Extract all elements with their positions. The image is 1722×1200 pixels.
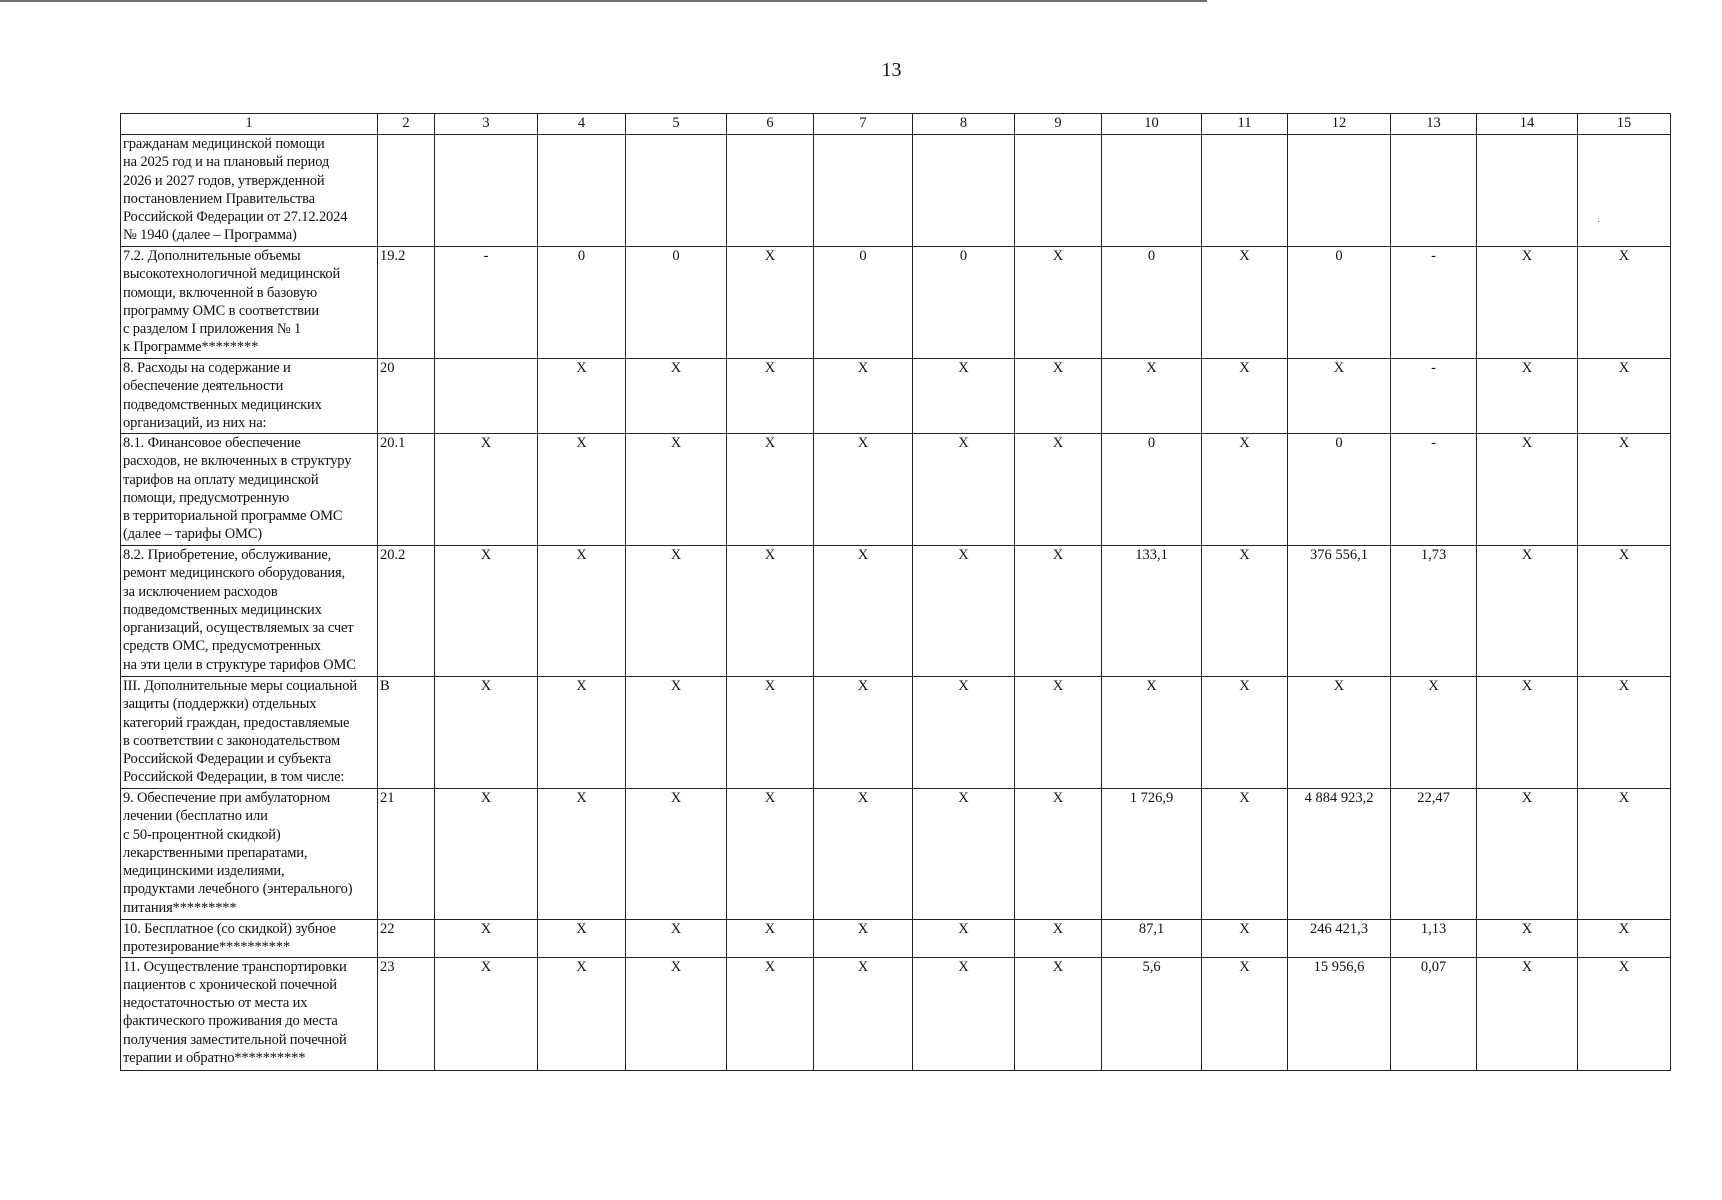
- row-code-cell: В: [378, 677, 435, 789]
- table-body: [121, 135, 1671, 1071]
- table-cell: 0: [1102, 247, 1202, 359]
- table-row: [121, 920, 1671, 958]
- table-cell: X: [435, 546, 538, 677]
- row-label: 11. Осуществление транспортировки пациентов с хронической почечной недостаточностью от места их фактического проживания до места получения заместительной почечной терапии и обратно**********: [121, 957, 378, 1070]
- column-header: 10: [1102, 114, 1202, 135]
- table-cell: [626, 135, 727, 247]
- table-cell: 0: [1102, 434, 1202, 546]
- table-cell: X: [1477, 247, 1578, 359]
- table-cell: X: [1288, 677, 1391, 789]
- table-cell: X: [1477, 359, 1578, 434]
- table-cell: X: [1578, 546, 1671, 677]
- table-cell: X: [1015, 546, 1102, 677]
- table-cell: X: [626, 957, 727, 1070]
- table-cell: X: [1578, 247, 1671, 359]
- table-cell: [1288, 135, 1391, 247]
- table-cell: X: [435, 434, 538, 546]
- table-cell: X: [727, 359, 814, 434]
- table-cell: X: [1202, 920, 1288, 958]
- table-cell: X: [1202, 677, 1288, 789]
- table-cell: X: [1578, 677, 1671, 789]
- table-cell: X: [1288, 359, 1391, 434]
- column-header: 13: [1391, 114, 1477, 135]
- table-row: [121, 135, 1671, 247]
- row-label: 9. Обеспечение при амбулаторном лечении (бесплатно или с 50-процентной скидкой) лекарственными препаратами, медицинскими изделиями, продуктами лечебного (энтерального) питания*********: [121, 789, 378, 920]
- table-cell: X: [626, 677, 727, 789]
- column-header: 6: [727, 114, 814, 135]
- row-code-cell: 20.1: [378, 434, 435, 546]
- table-cell: X: [1477, 920, 1578, 958]
- table-cell: 0: [538, 247, 626, 359]
- table-cell: X: [913, 546, 1015, 677]
- row-label: гражданам медицинской помощи на 2025 год и на плановый период 2026 и 2027 годов, утвержденной постановлением Правительства Российской Федерации от 27.12.2024 № 1940 (далее – Программа): [121, 135, 378, 247]
- table-cell: X: [538, 434, 626, 546]
- table-cell: X: [1578, 920, 1671, 958]
- table-cell: X: [1102, 677, 1202, 789]
- table-cell: 0: [626, 247, 727, 359]
- table-cell: [1477, 135, 1578, 247]
- table-cell: X: [626, 359, 727, 434]
- scan-edge-line: [0, 0, 1207, 2]
- table-cell: X: [913, 920, 1015, 958]
- table-cell: X: [1015, 677, 1102, 789]
- table-cell: X: [727, 546, 814, 677]
- table-cell: X: [1015, 920, 1102, 958]
- table-cell: -: [435, 247, 538, 359]
- table-cell: X: [1015, 247, 1102, 359]
- table-cell: X: [435, 920, 538, 958]
- column-header: 5: [626, 114, 727, 135]
- table-cell: X: [538, 920, 626, 958]
- row-code-cell: [378, 135, 435, 247]
- table-cell: X: [814, 677, 913, 789]
- table-cell: 22,47: [1391, 789, 1477, 920]
- table-cell: 15 956,6: [1288, 957, 1391, 1070]
- table-cell: 5,6: [1102, 957, 1202, 1070]
- row-label: III. Дополнительные меры социальной защиты (поддержки) отдельных категорий граждан, предоставляемые в соответствии с законодательством Российской Федерации и субъекта Российской Федерации, в том числе:: [121, 677, 378, 789]
- table-cell: 87,1: [1102, 920, 1202, 958]
- row-label: 10. Бесплатное (со скидкой) зубное протезирование**********: [121, 920, 378, 958]
- table-cell: [727, 135, 814, 247]
- table-cell: X: [1202, 434, 1288, 546]
- column-header: 1: [121, 114, 378, 135]
- table-cell: X: [814, 359, 913, 434]
- table-cell: X: [1102, 359, 1202, 434]
- table-cell: 1,13: [1391, 920, 1477, 958]
- column-header: 9: [1015, 114, 1102, 135]
- table-cell: X: [538, 359, 626, 434]
- table-cell: X: [814, 546, 913, 677]
- column-header: 4: [538, 114, 626, 135]
- table-cell: X: [1015, 359, 1102, 434]
- table-cell: 0: [814, 247, 913, 359]
- column-header: 7: [814, 114, 913, 135]
- table-cell: 0,07: [1391, 957, 1477, 1070]
- column-header: 12: [1288, 114, 1391, 135]
- table-cell: X: [538, 677, 626, 789]
- column-number-row: [121, 114, 1671, 135]
- table-cell: X: [913, 677, 1015, 789]
- table-cell: X: [1578, 434, 1671, 546]
- table-cell: X: [1477, 789, 1578, 920]
- column-header: 14: [1477, 114, 1578, 135]
- table-cell: X: [538, 546, 626, 677]
- row-code-cell: 19.2: [378, 247, 435, 359]
- table-cell: X: [435, 957, 538, 1070]
- table-cell: X: [814, 920, 913, 958]
- financing-table: [120, 113, 1671, 1071]
- table-cell: X: [538, 957, 626, 1070]
- table-cell: X: [626, 789, 727, 920]
- table-cell: X: [814, 789, 913, 920]
- table-cell: X: [626, 920, 727, 958]
- table-cell: X: [913, 434, 1015, 546]
- table-cell: X: [1477, 546, 1578, 677]
- table-cell: X: [913, 789, 1015, 920]
- column-header: 2: [378, 114, 435, 135]
- table-cell: X: [1015, 789, 1102, 920]
- table-cell: 1,73: [1391, 546, 1477, 677]
- table-row: [121, 247, 1671, 359]
- table-cell: X: [814, 957, 913, 1070]
- row-code-cell: 20: [378, 359, 435, 434]
- table-cell: X: [1202, 546, 1288, 677]
- row-label: 8. Расходы на содержание и обеспечение деятельности подведомственных медицинских организаций, из них на:: [121, 359, 378, 434]
- table-cell: X: [1202, 247, 1288, 359]
- row-label: 8.2. Приобретение, обслуживание, ремонт медицинского оборудования, за исключением расходов подведомственных медицинских организаций, осуществляемых за счет средств ОМС, предусмотренных на эти цели в структуре тарифов ОМС: [121, 546, 378, 677]
- table-cell: X: [1578, 957, 1671, 1070]
- column-header: 11: [1202, 114, 1288, 135]
- table-cell: [538, 135, 626, 247]
- table-cell: X: [1578, 789, 1671, 920]
- table-cell: [1102, 135, 1202, 247]
- table-cell: X: [1202, 957, 1288, 1070]
- table-cell: -: [1391, 359, 1477, 434]
- table-cell: -: [1391, 434, 1477, 546]
- table-cell: [435, 359, 538, 434]
- page-number: 13: [881, 59, 902, 81]
- table-cell: X: [727, 789, 814, 920]
- table-cell: X: [727, 957, 814, 1070]
- table-cell: X: [435, 677, 538, 789]
- table-cell: X: [727, 677, 814, 789]
- table-cell: [913, 135, 1015, 247]
- row-code-cell: 22: [378, 920, 435, 958]
- table-cell: [814, 135, 913, 247]
- table-cell: X: [814, 434, 913, 546]
- table-cell: 133,1: [1102, 546, 1202, 677]
- table-cell: X: [538, 789, 626, 920]
- table-cell: X: [913, 359, 1015, 434]
- table-cell: X: [1202, 359, 1288, 434]
- table-row: [121, 546, 1671, 677]
- table-cell: X: [626, 434, 727, 546]
- table-cell: 246 421,3: [1288, 920, 1391, 958]
- table-cell: X: [1477, 434, 1578, 546]
- table-cell: X: [1477, 677, 1578, 789]
- table-cell: [1202, 135, 1288, 247]
- table-row: [121, 789, 1671, 920]
- table-cell: [1015, 135, 1102, 247]
- table-cell: [435, 135, 538, 247]
- table-cell: X: [727, 434, 814, 546]
- column-header: 15: [1578, 114, 1671, 135]
- table-cell: 4 884 923,2: [1288, 789, 1391, 920]
- row-code-cell: 21: [378, 789, 435, 920]
- table-cell: 1 726,9: [1102, 789, 1202, 920]
- table-cell: 0: [1288, 247, 1391, 359]
- table-cell: -: [1391, 247, 1477, 359]
- table-cell: [1578, 135, 1671, 247]
- table-row: [121, 677, 1671, 789]
- table-cell: X: [727, 247, 814, 359]
- table-row: [121, 434, 1671, 546]
- table-cell: X: [727, 920, 814, 958]
- table-cell: X: [1578, 359, 1671, 434]
- table-cell: 0: [913, 247, 1015, 359]
- table-cell: X: [626, 546, 727, 677]
- column-header: 8: [913, 114, 1015, 135]
- table-cell: 0: [1288, 434, 1391, 546]
- table-cell: X: [913, 957, 1015, 1070]
- row-label: 7.2. Дополнительные объемы высокотехнологичной медицинской помощи, включенной в базовую программу ОМС в соответствии с разделом I приложения № 1 к Программе********: [121, 247, 378, 359]
- row-label: 8.1. Финансовое обеспечение расходов, не включенных в структуру тарифов на оплату медицинской помощи, предусмотренную в территориальной программе ОМС (далее – тарифы ОМС): [121, 434, 378, 546]
- row-code-cell: 23: [378, 957, 435, 1070]
- table-cell: X: [1391, 677, 1477, 789]
- table-cell: X: [1015, 434, 1102, 546]
- table-cell: X: [1202, 789, 1288, 920]
- table-cell: X: [435, 789, 538, 920]
- table-cell: [1391, 135, 1477, 247]
- column-header: 3: [435, 114, 538, 135]
- table-cell: X: [1015, 957, 1102, 1070]
- row-code-cell: 20.2: [378, 546, 435, 677]
- table-cell: X: [1477, 957, 1578, 1070]
- table-cell: 376 556,1: [1288, 546, 1391, 677]
- table-row: [121, 957, 1671, 1070]
- stray-mark: ·: [1597, 217, 1601, 228]
- table-row: [121, 359, 1671, 434]
